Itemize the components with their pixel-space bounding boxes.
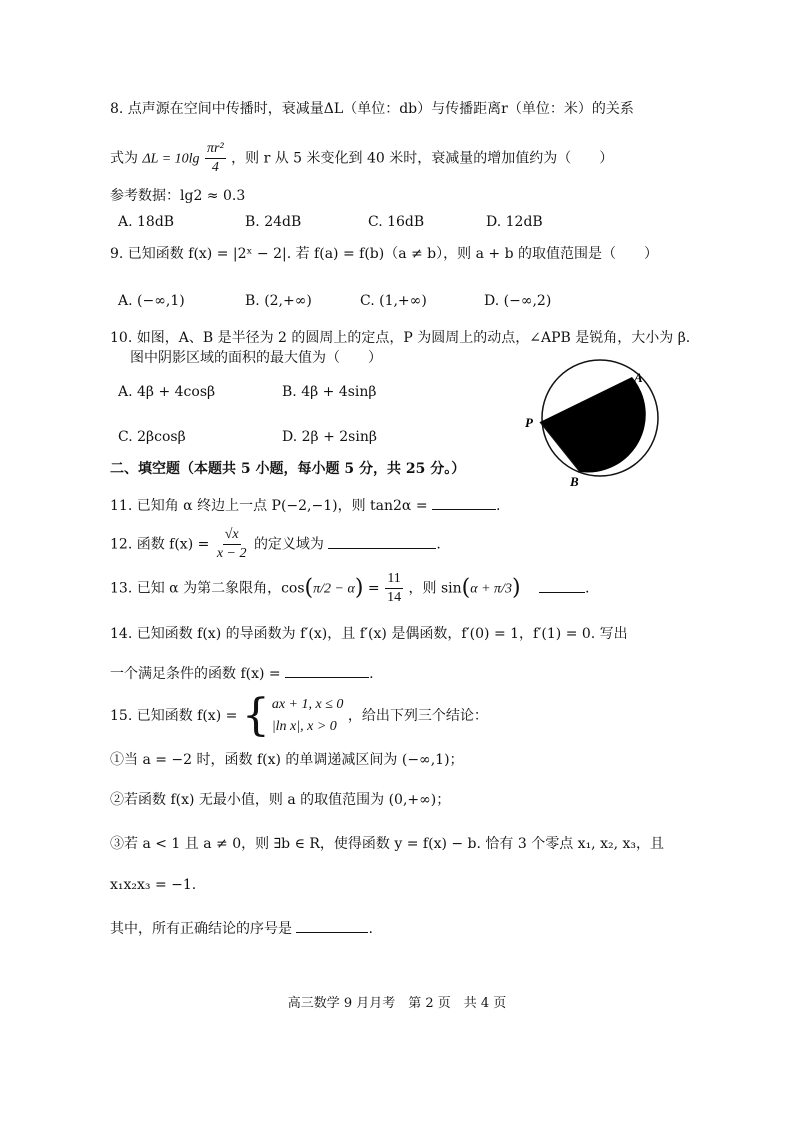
q8-reference: 参考数据：lg2 ≈ 0.3	[110, 188, 246, 204]
q12-answer-blank	[328, 534, 436, 549]
q13-prefix: 13. 已知 α 为第二象限角，cos	[110, 580, 305, 597]
q12-end: .	[436, 536, 441, 553]
page-footer: 高三数学 9 月月考 第 2 页 共 4 页	[287, 996, 507, 1011]
q15-suffix: ，给出下列三个结论：	[347, 708, 488, 724]
q14-text: 一个满足条件的函数 f(x) =	[110, 666, 281, 682]
q8-formula-frac	[205, 140, 226, 177]
q14-end: .	[369, 666, 374, 682]
q15-conclusion-3b: x₁x₂x₃ = −1.	[110, 877, 197, 893]
q12-prefix: 12. 函数 f(x) =	[110, 536, 210, 553]
q10-option-c: C. 2βcosβ	[118, 429, 186, 445]
q10-line1: 10. 如图，A、B 是半径为 2 的圆周上的定点，P 为圆周上的动点，∠APB 是锐角，大小为 β.	[110, 330, 691, 346]
q8-option-d: D. 12dB	[486, 214, 543, 230]
figure-shaded-region	[540, 377, 646, 473]
q13-answer-blank	[539, 578, 585, 593]
q12-suffix: 的定义域为	[253, 536, 324, 553]
q8-formula-num: πr²	[205, 140, 226, 159]
q11-line	[110, 495, 500, 517]
q8-option-b: B. 24dB	[245, 214, 302, 230]
q9-stem: 9. 已知函数 f(x) = |2ˣ − 2|. 若 f(a) = f(b)（a ≠ b），则 a + b 的取值范围是（ ）	[110, 246, 658, 262]
q13-line: 13. 已知 α 为第二象限角，cos(π/2 − α) = $\frac{11}{14}$ ，则 sin(α + π/3) .	[110, 571, 590, 605]
q13-den: 14	[387, 590, 402, 605]
q15-stem	[110, 690, 488, 741]
q10-circle-figure	[520, 355, 670, 490]
q8-prefix: 式为	[110, 150, 138, 167]
q13-frac	[385, 570, 403, 607]
q15-case1: ax + 1, x ≤ 0	[271, 697, 344, 712]
q9-option-a: A. (−∞,1)	[118, 293, 185, 309]
q15-conclusion-2: ②若函数 f(x) 无最小值，则 a 的取值范围为 (0,+∞)；	[110, 792, 451, 808]
q13-eq: =	[367, 580, 380, 597]
q15-answer-blank	[296, 918, 368, 933]
q11-end: .	[496, 498, 501, 514]
q8-formula-lhs: ΔL = 10lg	[142, 151, 200, 167]
q8-line2	[110, 140, 613, 177]
q12-den: x − 2	[216, 546, 247, 561]
q9-option-d: D. (−∞,2)	[484, 293, 552, 309]
q15-final-text: 其中，所有正确结论的序号是	[110, 921, 292, 937]
q15-final	[110, 918, 373, 940]
figure-label-p: P	[525, 415, 533, 430]
section2-title: 二、填空题（本题共 5 小题，每小题 5 分，共 25 分。）	[110, 461, 466, 477]
q13-num: 11	[385, 570, 402, 589]
q14-line1: 14. 已知函数 f(x) 的导函数为 f′(x)，且 f′(x) 是偶函数，f′(0) = 1，f′(1) = 0. 写出	[110, 626, 628, 642]
q12-num: √x	[223, 526, 241, 545]
q9-option-b: B. (2,+∞)	[245, 293, 312, 309]
q10-option-d: D. 2β + 2sinβ	[282, 429, 377, 445]
q10-option-a: A. 4β + 4cosβ	[118, 384, 216, 400]
q13-arg2: α + π/3	[470, 581, 512, 597]
q10-option-b: B. 4β + 4sinβ	[282, 384, 377, 400]
q15-conclusion-3: ③若 a < 1 且 a ≠ 0，则 ∃b ∈ R，使得函数 y = f(x) − b. 恰有 3 个零点 x₁, x₂, x₃，且	[110, 836, 664, 852]
q14-answer-blank	[285, 663, 369, 678]
q15-piecewise: { ax + 1, x ≤ 0 |ln x|, x > 0	[241, 690, 344, 741]
q11-text: 11. 已知角 α 终边上一点 P(−2,−1)，则 tan2α =	[110, 498, 428, 514]
q15-prefix: 15. 已知函数 f(x) =	[110, 708, 238, 724]
q14-line2	[110, 663, 374, 685]
q8-line1: 8. 点声源在空间中传播时，衰减量ΔL（单位：db）与传播距离r（单位：米）的关系	[110, 101, 634, 117]
q15-case2: |ln x|, x > 0	[271, 719, 337, 734]
q13-end: .	[585, 580, 590, 597]
q8-option-a: A. 18dB	[118, 214, 175, 230]
q11-answer-blank	[432, 495, 496, 510]
q8-suffix: ，则 r 从 5 米变化到 40 米时，衰减量的增加值约为（ ）	[231, 150, 614, 167]
q15-conclusion-1: ①当 a = −2 时，函数 f(x) 的单调递减区间为 (−∞,1)；	[110, 752, 464, 768]
q8-formula-den: 4	[211, 160, 219, 175]
q10-line2: 图中阴影区域的面积的最大值为（ ）	[130, 350, 382, 366]
figure-label-a: A	[634, 370, 643, 385]
q13-mid: ，则 sin	[408, 580, 462, 597]
q12-line	[110, 526, 441, 563]
q13-arg: π/2 − α	[313, 581, 355, 597]
q8-option-c: C. 16dB	[368, 214, 425, 230]
q9-option-c: C. (1,+∞)	[360, 293, 427, 309]
q12-frac	[215, 526, 249, 563]
q15-end: .	[368, 921, 373, 937]
figure-label-b: B	[570, 474, 579, 489]
